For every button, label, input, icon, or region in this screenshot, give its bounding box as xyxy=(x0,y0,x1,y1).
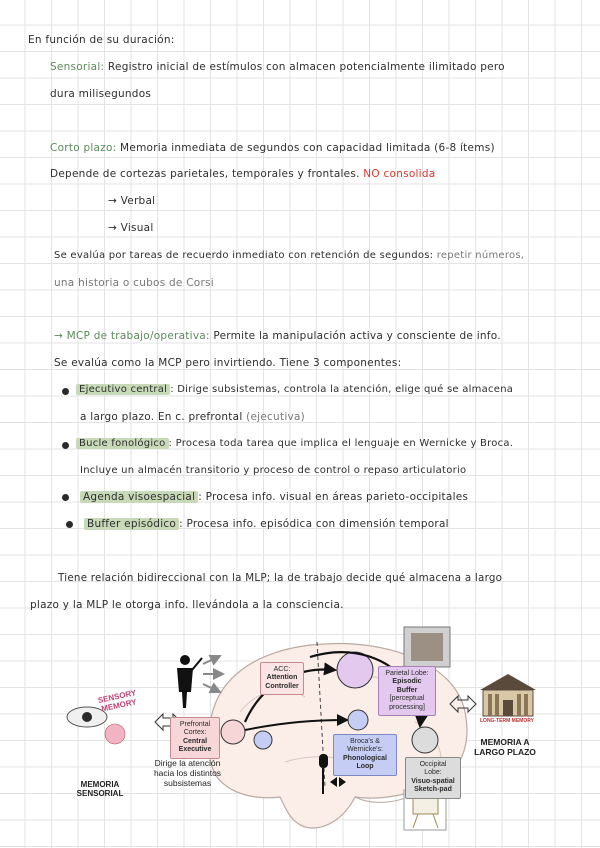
corto-plazo-term: Corto plazo: xyxy=(50,142,117,154)
building-col xyxy=(495,694,499,716)
relation-line-2: plazo y la MLP le otorga info. llevándola a la consciencia. xyxy=(30,599,344,611)
component-ejecutivo-line-1 xyxy=(76,384,513,395)
memoria-sensorial-label: MEMORIA SENSORIAL xyxy=(76,780,124,798)
parietal-sub: [perceptual processing] xyxy=(389,695,425,711)
bullet-buffer xyxy=(66,521,73,528)
corto-plazo-line-2 xyxy=(50,168,435,180)
bullet-agenda xyxy=(62,494,69,501)
acc-bold: Attention Controller xyxy=(265,674,299,690)
conductor-body xyxy=(177,668,193,708)
component-bucle-line-1 xyxy=(76,438,513,449)
component-desc-2: a largo plazo. En c. prefrontal xyxy=(80,411,243,423)
ltm-banner: LONG-TERM MEMORY xyxy=(480,718,534,724)
notes-heading: En función de su duración: xyxy=(28,34,175,46)
sensorial-text-1: Registro inicial de estímulos con almacen potencialmente ilimitado pero xyxy=(107,61,505,73)
component-desc: : Procesa info. episódica con dimensión temporal xyxy=(179,518,449,530)
bullet-ejecutivo xyxy=(62,388,69,395)
corto-plazo-eval-1 xyxy=(54,250,524,261)
prefrontal-title: Prefrontal Cortex: xyxy=(179,721,211,737)
prefrontal-box xyxy=(170,717,220,759)
broca-bold: Phonological Loop xyxy=(343,754,387,771)
memoria-largo-plazo-label: MEMORIA A LARGO PLAZO xyxy=(474,737,536,757)
component-ejecutivo-line-2 xyxy=(80,411,305,423)
broca-box xyxy=(333,734,397,776)
sensory-art-pupil xyxy=(82,712,92,722)
building-door xyxy=(503,700,513,716)
microphone-head xyxy=(319,754,328,768)
component-name: Buffer episódico xyxy=(84,518,179,530)
component-bucle-line-2: Incluye un almacén transitorio y proceso de control o repaso articulatorio xyxy=(80,465,467,476)
building-roof xyxy=(480,674,536,690)
relation-line-1: Tiene relación bidireccional con la MLP; la de trabajo decide qué almacena a largo xyxy=(58,572,503,584)
prefrontal-bold: Central Executive xyxy=(178,737,212,754)
conductor-arrow xyxy=(203,656,220,664)
conductor-arm xyxy=(192,658,202,670)
sensory-art-brain xyxy=(105,724,125,744)
attention-caption: Dirige la atención hacia los distintos subsistemas xyxy=(153,758,222,788)
sensorial-line-2: dura milisegundos xyxy=(50,88,152,100)
sensory-art-text: SENSORY MEMORY xyxy=(97,688,138,714)
eval-text: Se evalúa por tareas de recuerdo inmediato con retención de segundos: xyxy=(54,250,434,261)
building-col xyxy=(524,694,528,716)
visual-item: → Visual xyxy=(108,222,154,234)
mcp-text-1: Permite la manipulación activa y consciente de info. xyxy=(213,330,501,342)
bullet-bucle xyxy=(62,442,69,449)
corto-plazo-text-2: Depende de cortezas parietales, temporales y frontales. xyxy=(50,168,360,180)
building-col xyxy=(488,694,492,716)
corto-plazo-line-1 xyxy=(50,142,495,154)
component-desc: : Procesa info. visual en áreas parieto-occipitales xyxy=(198,491,469,503)
parietal-title: Parietal Lobe: xyxy=(385,670,429,677)
component-agenda-line-1 xyxy=(80,491,468,503)
broca-title: Broca's & Wernicke's: xyxy=(347,738,383,754)
working-memory-figure xyxy=(55,622,545,842)
mcp-line-1 xyxy=(54,330,501,342)
mcp-line-2: Se evalúa como la MCP pero invirtiendo. Tiene 3 componentes: xyxy=(54,357,402,369)
component-desc: : Procesa toda tarea que implica el lenguaje en Wernicke y Broca. xyxy=(168,438,514,449)
parietal-circle xyxy=(337,652,373,688)
acc-circle xyxy=(254,731,272,749)
corto-plazo-text-1: Memoria inmediata de segundos con capacidad limitada (6-8 ítems) xyxy=(120,142,495,154)
parietal-bold: Episodic Buffer xyxy=(392,678,422,694)
mcp-term: → MCP de trabajo/operativa: xyxy=(54,330,210,342)
prefrontal-circle xyxy=(221,720,245,744)
parietal-box xyxy=(378,666,436,716)
component-desc-gray: (ejecutiva) xyxy=(246,411,305,423)
component-name: Bucle fonológico xyxy=(76,438,169,449)
photo-inner xyxy=(411,633,443,661)
component-desc: : Dirige subsistemas, controla la atención, elige qué se almacena xyxy=(170,384,514,395)
component-name: Agenda visoespacial xyxy=(80,491,198,503)
occipital-circle xyxy=(412,727,438,753)
occipital-title: Occipital Lobe: xyxy=(419,761,447,777)
building-col xyxy=(517,694,521,716)
occipital-bold: Visuo-spatial Sketch-pad xyxy=(411,777,455,794)
sensorial-term: Sensorial: xyxy=(50,61,105,73)
conductor-arrow xyxy=(203,684,220,692)
corto-plazo-eval-2: una historia o cubos de Corsi xyxy=(54,277,214,289)
broca-circle xyxy=(348,710,368,730)
conductor-head xyxy=(180,655,190,665)
acc-title: ACC: xyxy=(273,666,291,673)
acc-box xyxy=(260,662,304,695)
occipital-box xyxy=(405,757,461,799)
verbal-item: → Verbal xyxy=(108,195,156,207)
sensorial-line-1 xyxy=(50,61,505,73)
component-name: Ejecutivo central xyxy=(76,384,170,395)
no-consolida: NO consolida xyxy=(363,168,436,180)
brain-diagram xyxy=(55,622,545,842)
eval-gray: repetir números, xyxy=(436,250,525,261)
component-buffer-line-1 xyxy=(84,518,449,530)
